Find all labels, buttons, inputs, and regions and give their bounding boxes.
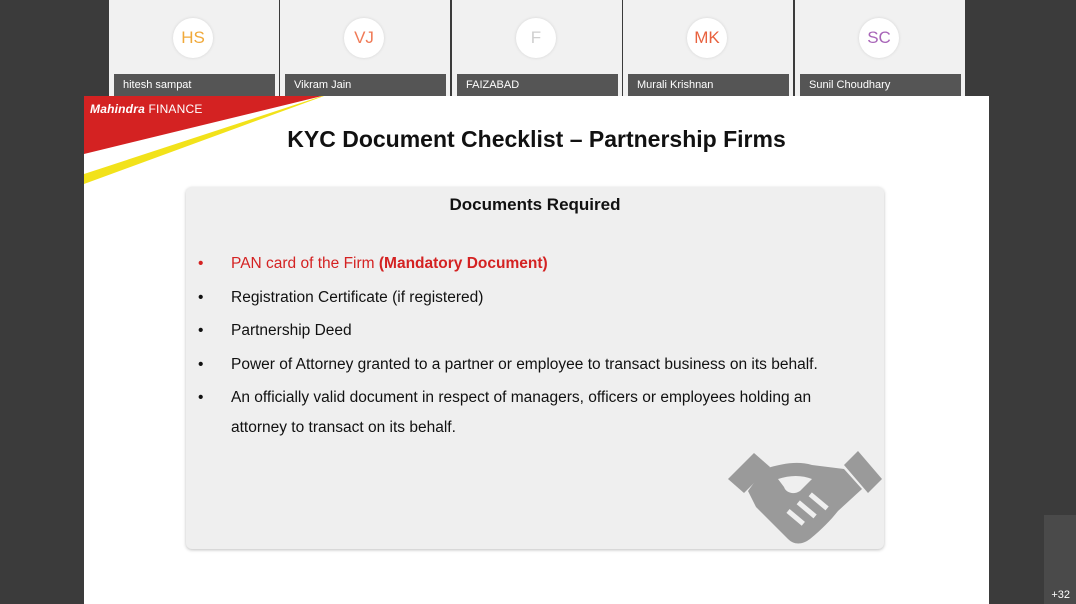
bullet: •	[198, 255, 204, 272]
participant-tile[interactable]	[280, 0, 450, 96]
shared-slide	[84, 96, 989, 604]
documents-box: Documents Required • PAN card of the Firm (Mandatory Document) • Registration Certificate (if registered) • Partnership Deed • Power of Attorney granted to a partner or employee to transact business on its behalf. • An officially valid document in respect of managers, officers or employees holding an attorney to transact on its behalf.	[186, 187, 884, 549]
bullet: •	[198, 356, 204, 373]
participant-name: Murali Krishnan	[628, 74, 789, 96]
bullet: •	[198, 389, 204, 406]
participant-name: hitesh sampat	[114, 74, 275, 96]
avatar: SC	[859, 18, 899, 58]
bullet: •	[198, 322, 204, 339]
brand-logo: Mahindra FINANCE	[90, 102, 203, 116]
avatar: VJ	[344, 18, 384, 58]
participant-tile[interactable]	[109, 0, 279, 96]
participant-tile[interactable]	[452, 0, 622, 96]
participant-name: FAIZABAD	[457, 74, 618, 96]
bullet: •	[198, 289, 204, 306]
avatar: HS	[173, 18, 213, 58]
documents-heading: Documents Required	[449, 195, 621, 214]
participant-name: Vikram Jain	[285, 74, 446, 96]
avatar: MK	[687, 18, 727, 58]
participant-count: +32	[1051, 589, 1070, 601]
avatar: F	[516, 18, 556, 58]
participant-tile[interactable]	[795, 0, 965, 96]
handshake-icon	[726, 449, 886, 549]
participant-name: Sunil Choudhary	[800, 74, 961, 96]
participant-tile[interactable]	[623, 0, 793, 96]
slide-title: KYC Document Checklist – Partnership Firms	[287, 126, 786, 152]
participant-count-tile[interactable]	[1044, 515, 1076, 604]
